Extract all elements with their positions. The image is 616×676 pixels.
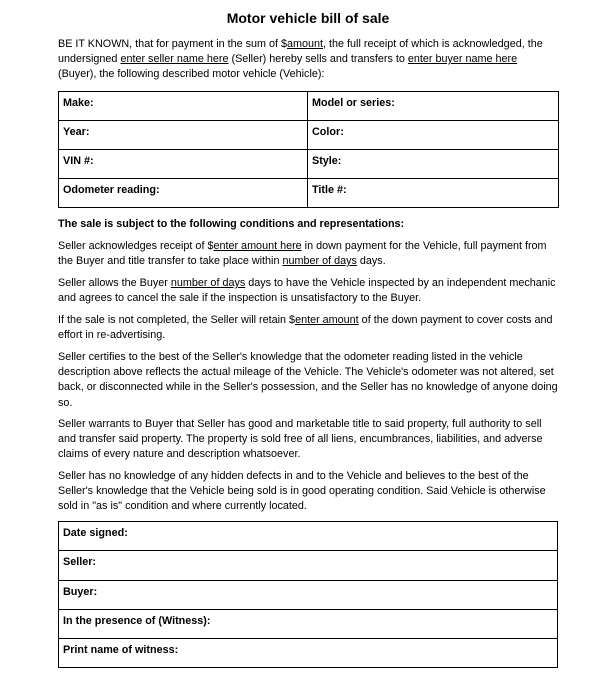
title-warranty-paragraph: Seller warrants to Buyer that Seller has good and marketable title to said property, full authority to sell and transfer said property. The property is sold free of all liens, encumbrances, liabilities, and adverse claims of every nature and description whatsoever. (58, 418, 543, 461)
conditions-heading: The sale is subject to the following conditions and representations: (58, 218, 405, 230)
paragraph-text: Seller acknowledges receipt of $ (58, 240, 214, 252)
paragraph-text: days to have the Vehicle inspected by an independent mechanic and agrees to cancel the sale if the inspection is unsatisfactory to the Buyer. (58, 277, 556, 305)
seller-name-field[interactable]: enter seller name here (120, 53, 229, 66)
down-payment-amount-field[interactable]: enter amount here (213, 240, 302, 252)
table-row (59, 639, 558, 668)
buyer-name-field[interactable]: enter buyer name here (407, 53, 518, 66)
intro-text: , the full receipt of which is acknowledged, the undersigned (58, 38, 543, 66)
down-payment-paragraph (58, 239, 558, 269)
condition-paragraph: Seller has no knowledge of any hidden defects in and to the Vehicle and believes to the best of the Seller's knowledge that the Vehicle being sold is in good operating condition. Said Vehicle is otherwise sold in "as is" condition and where currently located. (58, 470, 546, 513)
table-row (59, 580, 558, 609)
make-cell[interactable]: Make: (59, 92, 308, 121)
model-cell[interactable]: Model or series: (308, 92, 559, 121)
paragraph-text: days. (356, 255, 386, 268)
table-row (59, 121, 559, 150)
inspection-days-field[interactable]: number of days (170, 277, 246, 289)
vin-cell[interactable]: VIN #: (59, 150, 308, 179)
table-row (59, 179, 559, 208)
date-signed-cell[interactable]: Date signed: (59, 522, 558, 551)
retained-amount-field[interactable]: enter amount (295, 314, 359, 326)
intro-text: (Buyer), the following described motor vehicle (Vehicle): (58, 68, 325, 81)
table-row (59, 150, 559, 179)
amount-field[interactable]: amount (287, 38, 324, 50)
year-cell[interactable]: Year: (59, 121, 308, 150)
intro-text: BE IT KNOWN, that for payment in the sum of $ (58, 38, 288, 50)
title-number-cell[interactable]: Title #: (308, 179, 559, 208)
document-title: Motor vehicle bill of sale (226, 10, 390, 26)
color-cell[interactable]: Color: (308, 121, 559, 150)
seller-signature-cell[interactable]: Seller: (59, 551, 558, 580)
inspection-paragraph (58, 276, 558, 306)
signature-table (58, 521, 558, 668)
paragraph-text: Seller allows the Buyer (58, 277, 171, 289)
style-cell[interactable]: Style: (308, 150, 559, 179)
intro-text: (Seller) hereby sells and transfers to (228, 53, 408, 66)
buyer-signature-cell[interactable]: Buyer: (59, 580, 558, 609)
paragraph-text: If the sale is not completed, the Seller will retain $ (58, 314, 296, 326)
retention-paragraph (58, 313, 558, 343)
table-row (59, 609, 558, 638)
witness-name-cell[interactable]: Print name of witness: (59, 639, 558, 668)
table-row (59, 92, 559, 121)
table-row (59, 522, 558, 551)
transfer-days-field[interactable]: number of days (282, 255, 357, 268)
table-row (59, 551, 558, 580)
odometer-cell[interactable]: Odometer reading: (59, 179, 308, 208)
intro-paragraph (58, 37, 558, 83)
vehicle-details-table (58, 91, 559, 208)
paragraph-text: in down payment for the Vehicle, full payment from the Buyer and title transfer to take place within (58, 240, 547, 268)
witness-signature-cell[interactable]: In the presence of (Witness): (59, 609, 558, 638)
odometer-certification-paragraph: Seller certifies to the best of the Seller's knowledge that the odometer reading listed in the vehicle description above reflects the actual mileage of the Vehicle. The Vehicle's odometer was not altered, set back, or disconnected while in the Seller's possession, and the Seller has no knowledge of anyone doing so. (58, 351, 558, 409)
paragraph-text: of the down payment to cover costs and effort in re-advertising. (58, 314, 553, 342)
